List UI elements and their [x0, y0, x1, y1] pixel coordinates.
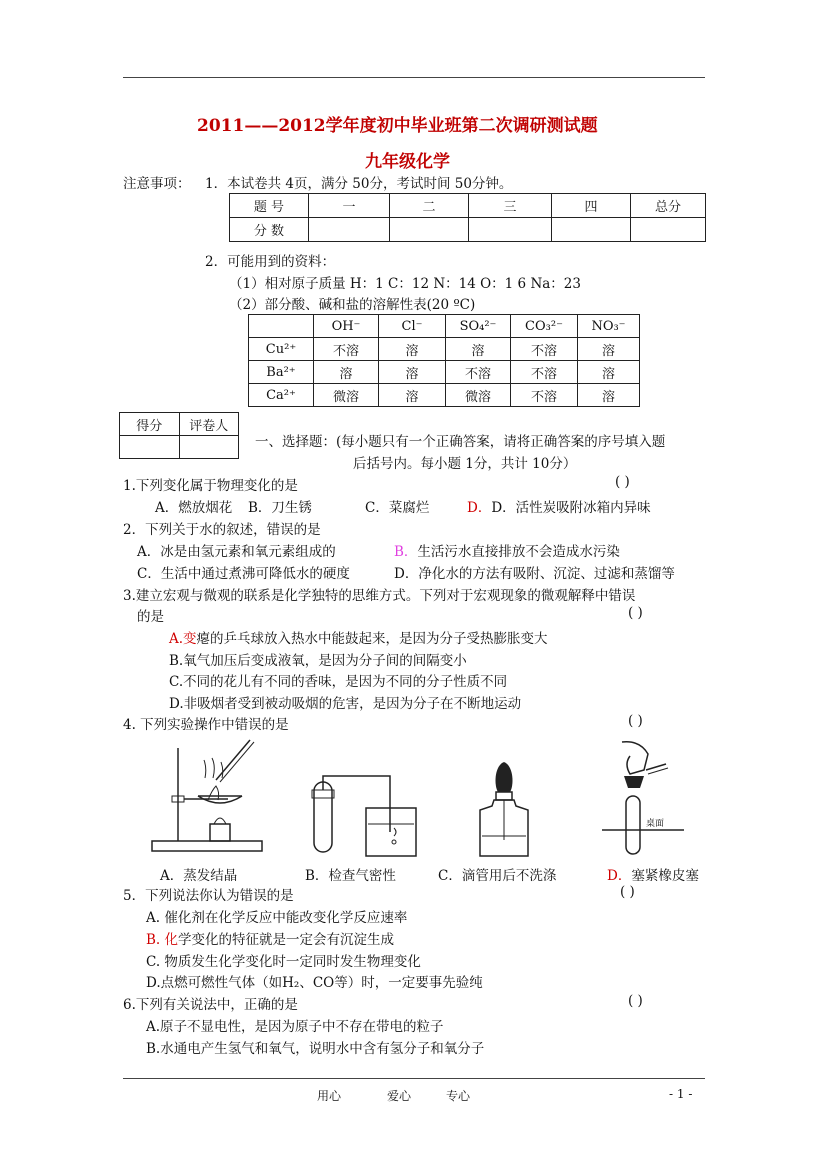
q5-option-b: B. 化学变化的特征就是一定会有沉淀生成	[146, 932, 395, 948]
sol-cell: 溶	[578, 361, 640, 384]
q6-option-a: A.原子不显电性，是因为原子中不存在带电的粒子	[146, 1019, 444, 1035]
sol-header: NO₃⁻	[578, 315, 640, 338]
q3-option-a: A.变瘪的乒乓球放入热水中能鼓起来，是因为分子受热膨胀变大	[169, 631, 548, 647]
sol-cell: 不溶	[314, 338, 379, 361]
score-cell[interactable]	[469, 218, 552, 242]
q3-stem-cont: 的是	[137, 609, 164, 625]
q3-stem: 3.建立宏观与微观的联系是化学独特的思维方式。下列对于宏观现象的微观解释中错误	[123, 588, 636, 604]
q1-option-b: B．刀生锈	[248, 500, 312, 516]
footer-text-2: 爱心	[387, 1089, 412, 1103]
grader-score-label: 得分	[120, 413, 180, 436]
sol-header: SO₄²⁻	[446, 315, 511, 338]
score-header: 三	[469, 194, 552, 218]
footer-text-3: 专心	[446, 1089, 471, 1103]
sol-header	[249, 315, 314, 338]
sol-cell: 溶	[379, 338, 446, 361]
q5-stem: 5．下列说法你认为错误的是	[123, 888, 294, 904]
score-header: 一	[309, 194, 390, 218]
page-subtitle: 九年级化学	[365, 152, 450, 172]
sol-cell: 溶	[314, 361, 379, 384]
q1-option-c: C．菜腐烂	[365, 500, 430, 516]
page-title: 2011——2012学年度初中毕业班第二次调研测试题	[197, 116, 598, 136]
sol-ion: Ca²⁺	[249, 384, 314, 407]
footer-text-1: 用心	[317, 1089, 342, 1103]
q1-option-a: A．燃放烟花	[155, 500, 233, 516]
q4-answer-paren[interactable]: ( )	[628, 713, 643, 729]
q4-option-a: A．蒸发结晶	[160, 868, 238, 884]
score-header: 总分	[631, 194, 706, 218]
q3-option-d: D.非吸烟者受到被动吸烟的危害，是因为分子在不断地运动	[169, 696, 522, 712]
score-cell[interactable]	[552, 218, 631, 242]
sol-ion: Ba²⁺	[249, 361, 314, 384]
score-cell[interactable]	[390, 218, 469, 242]
q5-answer-paren[interactable]: ( )	[620, 884, 635, 900]
score-cell[interactable]	[631, 218, 706, 242]
score-cell[interactable]	[309, 218, 390, 242]
section-1-heading: 一、选择题：(每小题只有一个正确答案，请将正确答案的序号填入题	[255, 434, 666, 450]
q4-option-b: B．检查气密性	[305, 868, 396, 884]
q1-stem: 1.下列变化属于物理变化的是	[123, 478, 298, 494]
dropper-bottle-figure	[472, 760, 537, 860]
q4-option-c: C．滴管用后不洗涤	[438, 868, 557, 884]
q2-option-c: C．生活中通过煮沸可降低水的硬度	[137, 566, 350, 582]
q2-option-d: D．净化水的方法有吸附、沉淀、过滤和蒸馏等	[394, 566, 675, 582]
sol-header: Cl⁻	[379, 315, 446, 338]
sol-cell: 溶	[578, 338, 640, 361]
solubility-table	[248, 314, 640, 407]
sol-ion: Cu²⁺	[249, 338, 314, 361]
sol-cell: 不溶	[511, 338, 578, 361]
q2-stem: 2．下列关于水的叙述，错误的是	[123, 522, 321, 538]
q6-answer-paren[interactable]: ( )	[628, 993, 643, 1009]
sol-header: OH⁻	[314, 315, 379, 338]
q5-option-c: C. 物质发生化学变化时一定同时发生物理变化	[146, 954, 421, 970]
q3-option-c: C.不同的花儿有不同的香味，是因为不同的分子性质不同	[169, 674, 508, 690]
grader-name-label: 评卷人	[179, 413, 239, 436]
grader-box	[119, 412, 239, 459]
section-1-heading-cont: 后括号内。每小题 1分，共计 10分）	[353, 456, 577, 472]
q1-option-d: D．D．活性炭吸附冰箱内异味	[467, 500, 651, 516]
score-header: 二	[390, 194, 469, 218]
sol-cell: 不溶	[446, 361, 511, 384]
q4-option-d: D．塞紧橡皮塞	[607, 868, 699, 884]
q3-answer-paren[interactable]: ( )	[628, 605, 643, 621]
stopper-insertion-figure	[600, 740, 695, 860]
sol-cell: 溶	[578, 384, 640, 407]
q6-option-b: B.水通电产生氢气和氧气，说明水中含有氢分子和氧分子	[146, 1041, 485, 1057]
sol-cell: 不溶	[511, 361, 578, 384]
sol-cell: 溶	[446, 338, 511, 361]
sol-cell: 不溶	[511, 384, 578, 407]
score-table	[229, 193, 706, 242]
sol-cell: 溶	[379, 384, 446, 407]
sol-cell: 溶	[379, 361, 446, 384]
q6-stem: 6.下列有关说法中，正确的是	[123, 997, 298, 1013]
q2-option-a: A．冰是由氢元素和氧元素组成的	[137, 544, 336, 560]
airtightness-test-figure	[300, 770, 420, 860]
q5-option-a: A. 催化剂在化学反应中能改变化学反应速率	[146, 910, 408, 926]
page-number: - 1 -	[669, 1087, 693, 1101]
note-1: 1．本试卷共 4页，满分 50分，考试时间 50分钟。	[205, 176, 513, 192]
note-2: 2．可能用到的资料：	[205, 254, 336, 270]
q5-option-d: D.点燃可燃性气体（如H₂、CO等）时，一定要事先验纯	[146, 975, 483, 991]
score-header: 四	[552, 194, 631, 218]
notes-label: 注意事项：	[123, 176, 191, 192]
header-rule	[123, 77, 705, 78]
grader-name-cell[interactable]	[179, 436, 239, 459]
grader-score-cell[interactable]	[120, 436, 180, 459]
score-row-label: 分 数	[230, 218, 309, 242]
q3-option-b: B.氧气加压后变成液氧，是因为分子间的间隔变小	[169, 653, 467, 669]
sol-header: CO₃²⁻	[511, 315, 578, 338]
note-2b: （2）部分酸、碱和盐的溶解性表(20 ºC)	[229, 297, 476, 313]
evaporation-apparatus-figure	[150, 738, 275, 858]
q4-stem: 4. 下列实验操作中错误的是	[123, 717, 289, 733]
sol-cell: 微溶	[314, 384, 379, 407]
score-header: 题 号	[230, 194, 309, 218]
q2-option-b: B．生活污水直接排放不会造成水污染	[394, 544, 620, 560]
footer-rule	[123, 1078, 705, 1079]
desk-label: 桌面	[646, 819, 665, 829]
q1-answer-paren[interactable]: ( )	[615, 474, 630, 490]
sol-cell: 微溶	[446, 384, 511, 407]
note-2a: （1）相对原子质量 H：1 C：12 N：14 O：1 6 Na：23	[229, 276, 581, 292]
